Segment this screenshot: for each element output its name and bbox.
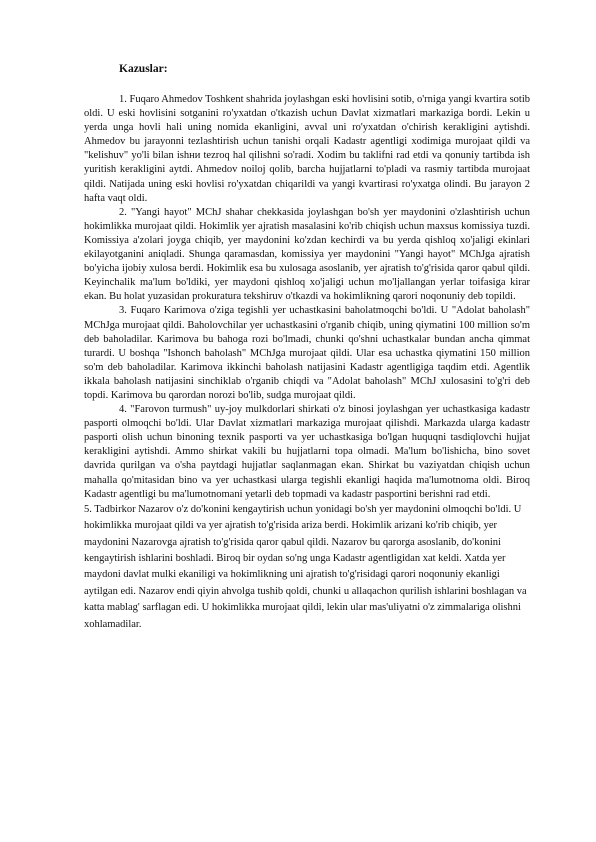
case-4-paragraph: 4. "Farovon turmush" uy-joy mulkdorlari shirkati o'z binosi joylashgan yer uchastkasiga kadastr pasporti olmoqchi bo'ldi. Ular Davlat xizmatlari markaziga murojaat qilishdi. Markazda ularga kadastr pasporti olish uchun binoning texnik pasporti va yer uchastkasiga bo'lgan huquqni tasdiqlovchi hujjat kerakligini aytishdi. Ammo shirkat vakili bu hujjatlarni topa olmadi. Ma'lum bo'lishicha, bino sovet davrida qurilgan va o'sha paytdagi hujjatlar saqlanmagan ekan. Shirkat bu vaziyatdan chiqish uchun mahalla qo'mitasidan bino va yer uchastkasi ularga tegishli ekanligi haqida ma'lumotnoma oldi. Biroq Kadastr agentligi bu ma'lumotnomani yetarli deb topmadi va kadastr pasportini berishni rad etdi. xyxy=(84,404,530,500)
case-1-paragraph: 1. Fuqaro Ahmedov Toshkent shahrida joylashgan eski hovlisini sotib, o'rniga yangi kvartira sotib oldi. U eski hovlisini sotganini ro'yxatdan o'tkazish uchun Davlat xizmatlari markaziga bordi. Lekin u yerda unga hovli hali uning nomida ekanligini, avval uni ro'yxatdan o'chirish kerakligini aytishdi. Ahmedov bu jarayonni tezlashtirish uchun tanishi orqali Kadastr agentligi xodimiga murojaat qildi va "kelishuv" yo'li bilan ishни tezroq hal qilishni so'radi. Xodim bu taklifni rad etdi va qonuniy tartibda ish yuritish kerakligini aytdi. Ahmedov noiloj qolib, barcha hujjatlarni to'pladi va rasmiy tartibda murojaat qildi. Natijada uning eski hovlisi ro'yxatdan chiqarildi va yangi kvartirasi ro'yxatga olindi. Bu jarayon 2 hafta vaqt oldi. xyxy=(84,94,530,204)
case-2-paragraph: 2. "Yangi hayot" MChJ shahar chekkasida joylashgan bo'sh yer maydonini o'zlashtirish uchun hokimlikka murojaat qildi. Hokimlik yer ajratish masalasini ko'rib chiqish uchun maxsus komissiya tuzdi. Komissiya a'zolari joyga chiqib, yer maydonini ko'zdan kechirdi va bu yerda qishloq xo'jaligi ekinlari ekilayotganini aniqladi. Shunga qaramasdan, komissiya yer maydonini "Yangi hayot" MChJga ajratish bo'yicha ijobiy xulosa berdi. Hokimlik esa bu xulosaga asoslanib, yer ajratish to'g'risida qaror qabul qildi. Keyinchalik ma'lum bo'ldiki, yer maydoni qishloq xo'jaligi uchun mo'ljallangan yerlar toifasiga kirar ekan. Bu holat yuzasidan prokuratura tekshiruv o'tkazdi va hokimlikning qarori noqonuniy deb topildi. xyxy=(84,206,530,303)
case-5-paragraph: 5. Tadbirkor Nazarov o'z do'konini kengaytirish uchun yonidagi bo'sh yer maydonini olmoqchi bo'ldi. U hokimlikka murojaat qildi va yer ajratish to'g'risida ariza berdi. Hokimlik arizani ko'rib chiqib, yer maydonini Nazarovga ajratish to'g'risida qaror qabul qildi. Nazarov bu qarorga asoslanib, do'konini kengaytirish ishlarini boshladi. Biroq bir oydan so'ng unga Kadastr agentligidan xat keldi. Xatda yer maydoni davlat mulki ekaniligi va hokimlikning uni ajratish to'g'risidagi qarori noqonuniy ekanligi aytilgan edi. Nazarov endi qiyin ahvolga tushib qoldi, chunki u allaqachon qurilish ishlarini boshlagan va katta mablag' sarflagan edi. U hokimlikka murojaat qildi, lekin ular mas'uliyatni o'z zimmalariga olishni xohlamadilar. xyxy=(84,503,527,630)
document-heading: Kazuslar: xyxy=(119,63,168,75)
document-page xyxy=(84,62,530,633)
case-3-paragraph: 3. Fuqaro Karimova o'ziga tegishli yer uchastkasini baholatmoqchi bo'ldi. U "Adolat baholash" MChJga murojaat qildi. Baholovchilar yer uchastkasini o'rganib chiqib, uning qiymatini 100 million so'm deb baholadilar. Karimova bu bahoga rozi bo'lmadi, chunki qo'shni uchastkalar bundan ancha qimmat turardi. U boshqa "Ishonch baholash" MChJga murojaat qildi. Ular esa uchastka qiymatini 150 million so'm deb baholadilar. Karimova ikkinchi baholash natijasini Kadastr agentligiga taqdim etdi. Agentlik ikkala baholash natijasini sinchiklab o'rganib chiqdi va "Adolat baholash" MChJ xulosasini to'g'ri deb topdi. Karimova bu qarordan norozi bo'lib, sudga murojaat qildi. xyxy=(84,305,530,401)
